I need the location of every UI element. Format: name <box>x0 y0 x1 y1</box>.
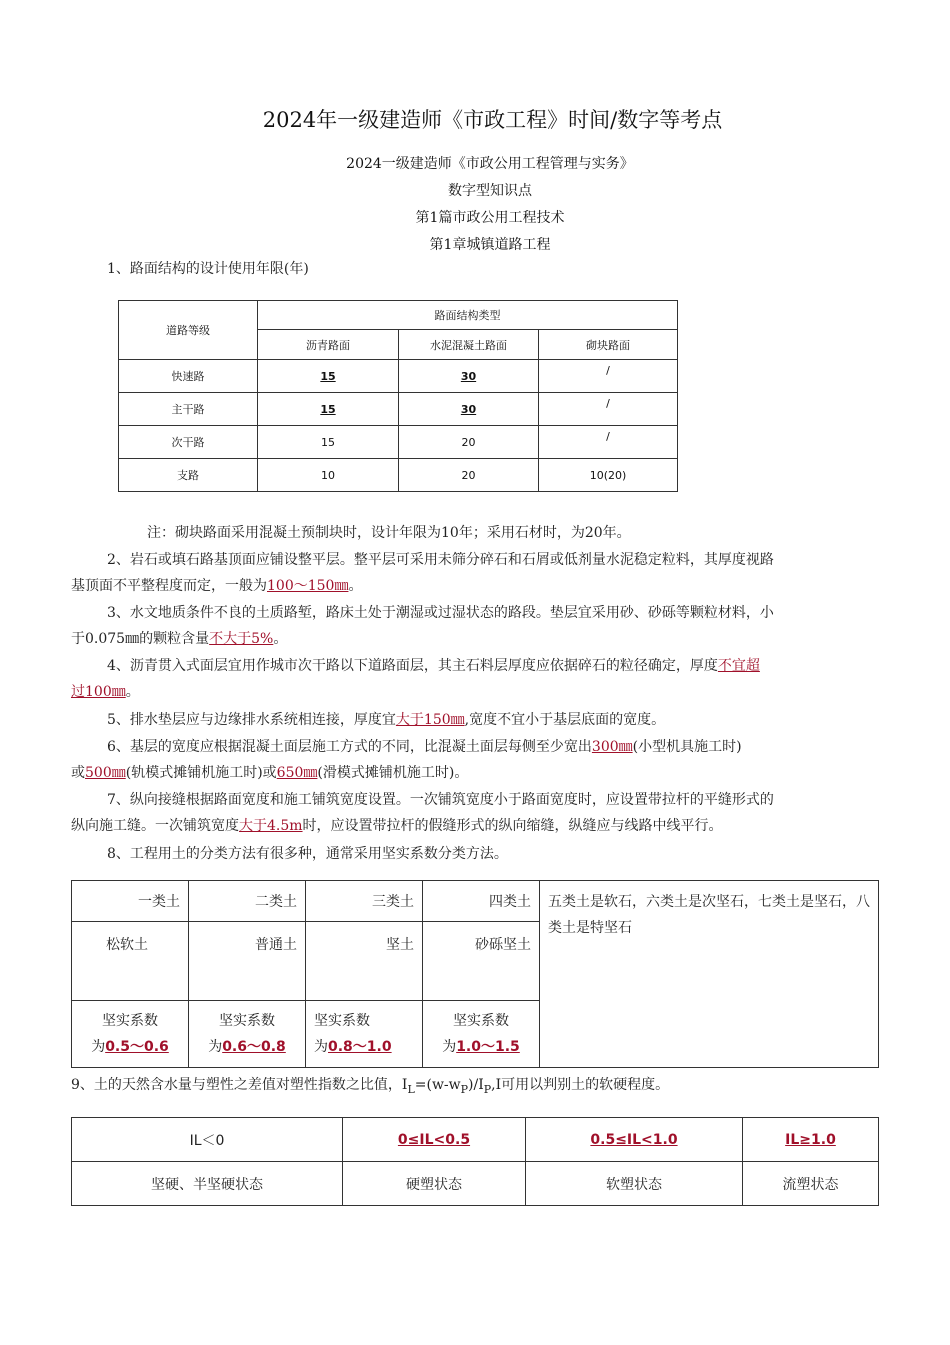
row-block: / <box>539 426 678 459</box>
soil-name-4: 砂砾坚土 <box>423 922 540 1001</box>
table-row <box>119 393 678 426</box>
soil-class-1: 一类土 <box>72 881 189 922</box>
header-road-grade: 道路等级 <box>119 301 258 360</box>
paragraph-6: 6、基层的宽度应根据混凝土面层施工方式的不同，比混凝土面层每侧至少宽出300㎜(小型机具施工时) 或500㎜(轨模式摊铺机施工时)或650㎜(滑模式摊铺机施工时)。 <box>71 739 742 781</box>
page-title: 2024年一级建造师《市政工程》时间/数字等考点 <box>262 108 723 132</box>
header-asphalt: 沥青路面 <box>258 330 399 360</box>
table-note: 注：砌块路面采用混凝土预制块时，设计年限为10年；采用石材时，为20年。 <box>147 525 631 541</box>
header-concrete: 水泥混凝土路面 <box>399 330 539 360</box>
paragraph-2: 2、岩石或填石路基顶面应铺设整平层。整平层可采用未筛分碎石和石屑或低剂量水泥稳定粒料，其厚度视路 基顶面不平整程度而定，一般为100～150㎜。 <box>71 552 774 594</box>
il-range-3: 0.5≤IL<1.0 <box>526 1118 743 1162</box>
row-asphalt: 15 <box>258 393 399 426</box>
table-row <box>119 426 678 459</box>
row-block: / <box>539 393 678 426</box>
design-life-table <box>118 300 678 492</box>
soil-coef-1: 坚实系数 为0.5～0.6 <box>72 1001 189 1068</box>
soil-class-table <box>71 880 879 1068</box>
soil-name-3: 坚土 <box>306 922 423 1001</box>
il-range-4: IL≥1.0 <box>743 1118 879 1162</box>
row-asphalt: 15 <box>258 426 399 459</box>
row-concrete: 20 <box>399 426 539 459</box>
row-concrete: 30 <box>399 393 539 426</box>
row-grade: 主干路 <box>119 393 258 426</box>
subtitle-topic: 数字型知识点 <box>448 183 532 199</box>
state-2: 硬塑状态 <box>343 1162 526 1206</box>
subtitle-exam: 2024一级建造师《市政公用工程管理与实务》 <box>346 156 634 172</box>
paragraph-4: 4、沥青贯入式面层宜用作城市次干路以下道路面层，其主石料层厚度应依据碎石的粒径确定，厚度不宜超 过100㎜。 <box>71 658 760 700</box>
header-structure-type: 路面结构类型 <box>258 301 678 330</box>
paragraph-7: 7、纵向接缝根据路面宽度和施工铺筑宽度设置。一次铺筑宽度小于路面宽度时，应设置带拉杆的平缝形式的 纵向施工缝。一次铺筑宽度大于4.5m时，应设置带拉杆的假缝形式的纵向缩缝，纵缝应与线路中线平行。 <box>71 792 774 834</box>
table-row <box>119 360 678 393</box>
il-range-2: 0≤IL<0.5 <box>343 1118 526 1162</box>
row-block: 10(20) <box>539 459 678 492</box>
row-asphalt: 10 <box>258 459 399 492</box>
soil-coef-2: 坚实系数 为0.6～0.8 <box>189 1001 306 1068</box>
soil-class-4: 四类土 <box>423 881 540 922</box>
row-asphalt: 15 <box>258 360 399 393</box>
paragraph-8: 8、工程用土的分类方法有很多种，通常采用坚实系数分类方法。 <box>107 846 508 862</box>
subtitle-chapter: 第1章城镇道路工程 <box>429 237 551 253</box>
soil-class-2: 二类土 <box>189 881 306 922</box>
row-grade: 快速路 <box>119 360 258 393</box>
row-grade: 支路 <box>119 459 258 492</box>
paragraph-1: 1、路面结构的设计使用年限(年) <box>107 261 309 277</box>
row-concrete: 30 <box>399 360 539 393</box>
state-3: 软塑状态 <box>526 1162 743 1206</box>
table-row <box>119 459 678 492</box>
soil-class-3: 三类土 <box>306 881 423 922</box>
paragraph-9: 9、土的天然含水量与塑性之差值对塑性指数之比值，$I_L=(w-w_P)/I_P,I$可用以判别土的软硬程度。 <box>71 1077 670 1096</box>
row-block: / <box>539 360 678 393</box>
paragraph-3: 3、水文地质条件不良的土质路堑，路床土处于潮湿或过湿状态的路段。垫层宜采用砂、砂砾等颗粒材料，小 于0.075㎜的颗粒含量不大于5%。 <box>71 605 774 647</box>
soil-name-2: 普通土 <box>189 922 306 1001</box>
soil-coef-3: 坚实系数 为0.8～1.0 <box>306 1001 423 1068</box>
row-grade: 次干路 <box>119 426 258 459</box>
plasticity-table <box>71 1117 879 1206</box>
il-range-1: IL＜0 <box>72 1118 343 1162</box>
soil-name-1: 松软土 <box>72 922 189 1001</box>
state-1: 坚硬、半坚硬状态 <box>72 1162 343 1206</box>
row-concrete: 20 <box>399 459 539 492</box>
subtitle-part: 第1篇市政公用工程技术 <box>415 210 565 226</box>
soil-rock-note: 五类土是软石，六类土是次坚石，七类土是坚石，八类土是特坚石 <box>540 881 879 1068</box>
paragraph-5: 5、排水垫层应与边缘排水系统相连接，厚度宜大于150㎜,宽度不宜小于基层底面的宽度。 <box>107 712 666 728</box>
soil-coef-4: 坚实系数 为1.0～1.5 <box>423 1001 540 1068</box>
state-4: 流塑状态 <box>743 1162 879 1206</box>
header-block: 砌块路面 <box>539 330 678 360</box>
